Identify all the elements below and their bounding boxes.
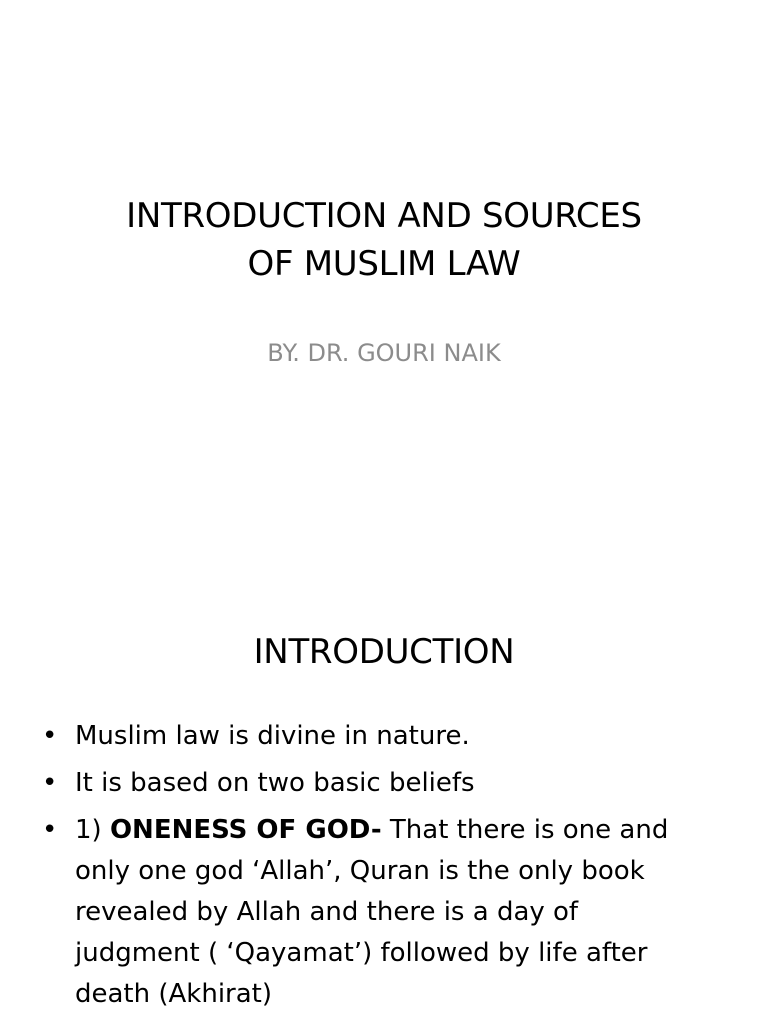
bullet-text: Muslim law is divine in nature.	[75, 721, 470, 751]
bullet-item	[40, 763, 700, 804]
bullet-bold-term: ONENESS OF GOD-	[109, 815, 382, 845]
title-line-2: OF MUSLIM LAW	[247, 244, 521, 284]
bullet-prefix: 1)	[75, 815, 110, 845]
author-subtitle: BY. DR. GOURI NAIK	[267, 339, 501, 367]
bullet-list	[40, 716, 700, 1021]
bullet-icon: •	[42, 815, 58, 845]
title-line-1: INTRODUCTION AND SOURCES	[126, 196, 642, 236]
bullet-item	[40, 810, 700, 1015]
bullet-icon: •	[42, 768, 58, 798]
slide-title: INTRODUCTION	[253, 632, 515, 672]
bullet-text: It is based on two basic beliefs	[75, 768, 475, 798]
bullet-text: That there is one and only one god ‘Allah’, Quran is the only book revealed by Allah and there is a day of judgment ( ‘Qayamat’) followed by life after death (Akhirat)	[75, 815, 669, 1009]
bullet-item	[40, 716, 700, 757]
presentation-title	[40, 192, 728, 288]
bullet-icon: •	[42, 721, 58, 751]
